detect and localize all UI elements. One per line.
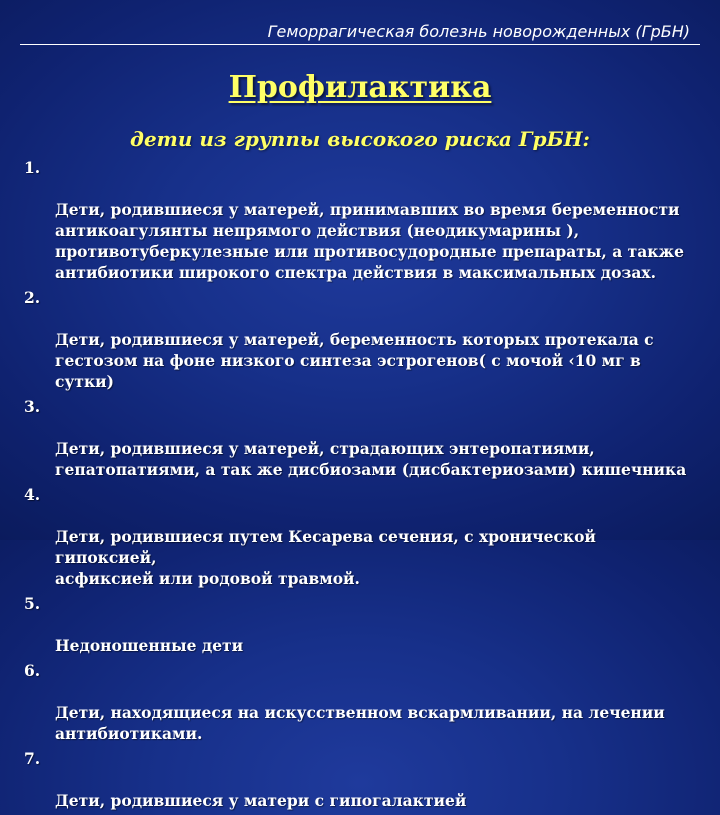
risk-group-list (24, 157, 696, 815)
list-item (24, 396, 696, 480)
header-divider (20, 44, 700, 45)
list-item-text: Дети, родившиеся у матерей, принимавших во время беременности антикоагулянты непрямого действия (неодикумарины ), противотуберкулезные или противосудородные препараты, а также антибиотики широкого спектра действия в максимальных дозах. (55, 200, 684, 282)
list-item (24, 593, 696, 656)
list-item-text: Дети, находящиеся на искусственном вскармливании, на лечении антибиотиками. (55, 703, 665, 743)
header-title: Геморрагическая болезнь новорожденных (ГрБН) (267, 22, 690, 41)
list-item-number: 6. (24, 661, 41, 680)
list-item-number: 7. (24, 749, 41, 768)
list-item (24, 287, 696, 392)
list-item-number: 1. (24, 158, 41, 177)
list-item-text: Дети, родившиеся путем Кесарева сечения, с хронической гипоксией, асфиксией или родовой травмой. (55, 527, 596, 588)
list-item-text: Недоношенные дети (55, 636, 244, 655)
list-item (24, 660, 696, 744)
list-item-number: 2. (24, 288, 41, 307)
list-item-text: Дети, родившиеся у матерей, страдающих энтеропатиями, гепатопатиями, а так же дисбиозами (дисбактериозами) кишечника (55, 439, 687, 479)
list-item (24, 484, 696, 589)
list-item-number: 4. (24, 485, 41, 504)
slide-subtitle: дети из группы высокого риска ГрБН: (130, 127, 590, 151)
list-item-number: 3. (24, 397, 41, 416)
list-item-text: Дети, родившиеся у матерей, беременность которых протекала с гестозом на фоне низкого синтеза эстрогенов( с мочой ‹10 мг в сутки) (55, 330, 654, 391)
list-item-number: 5. (24, 594, 41, 613)
list-item (24, 157, 696, 283)
slide-title: Профилактика (228, 70, 492, 105)
list-item-text: Дети, родившиеся у матери с гипогалактией (55, 791, 467, 810)
list-item (24, 748, 696, 811)
